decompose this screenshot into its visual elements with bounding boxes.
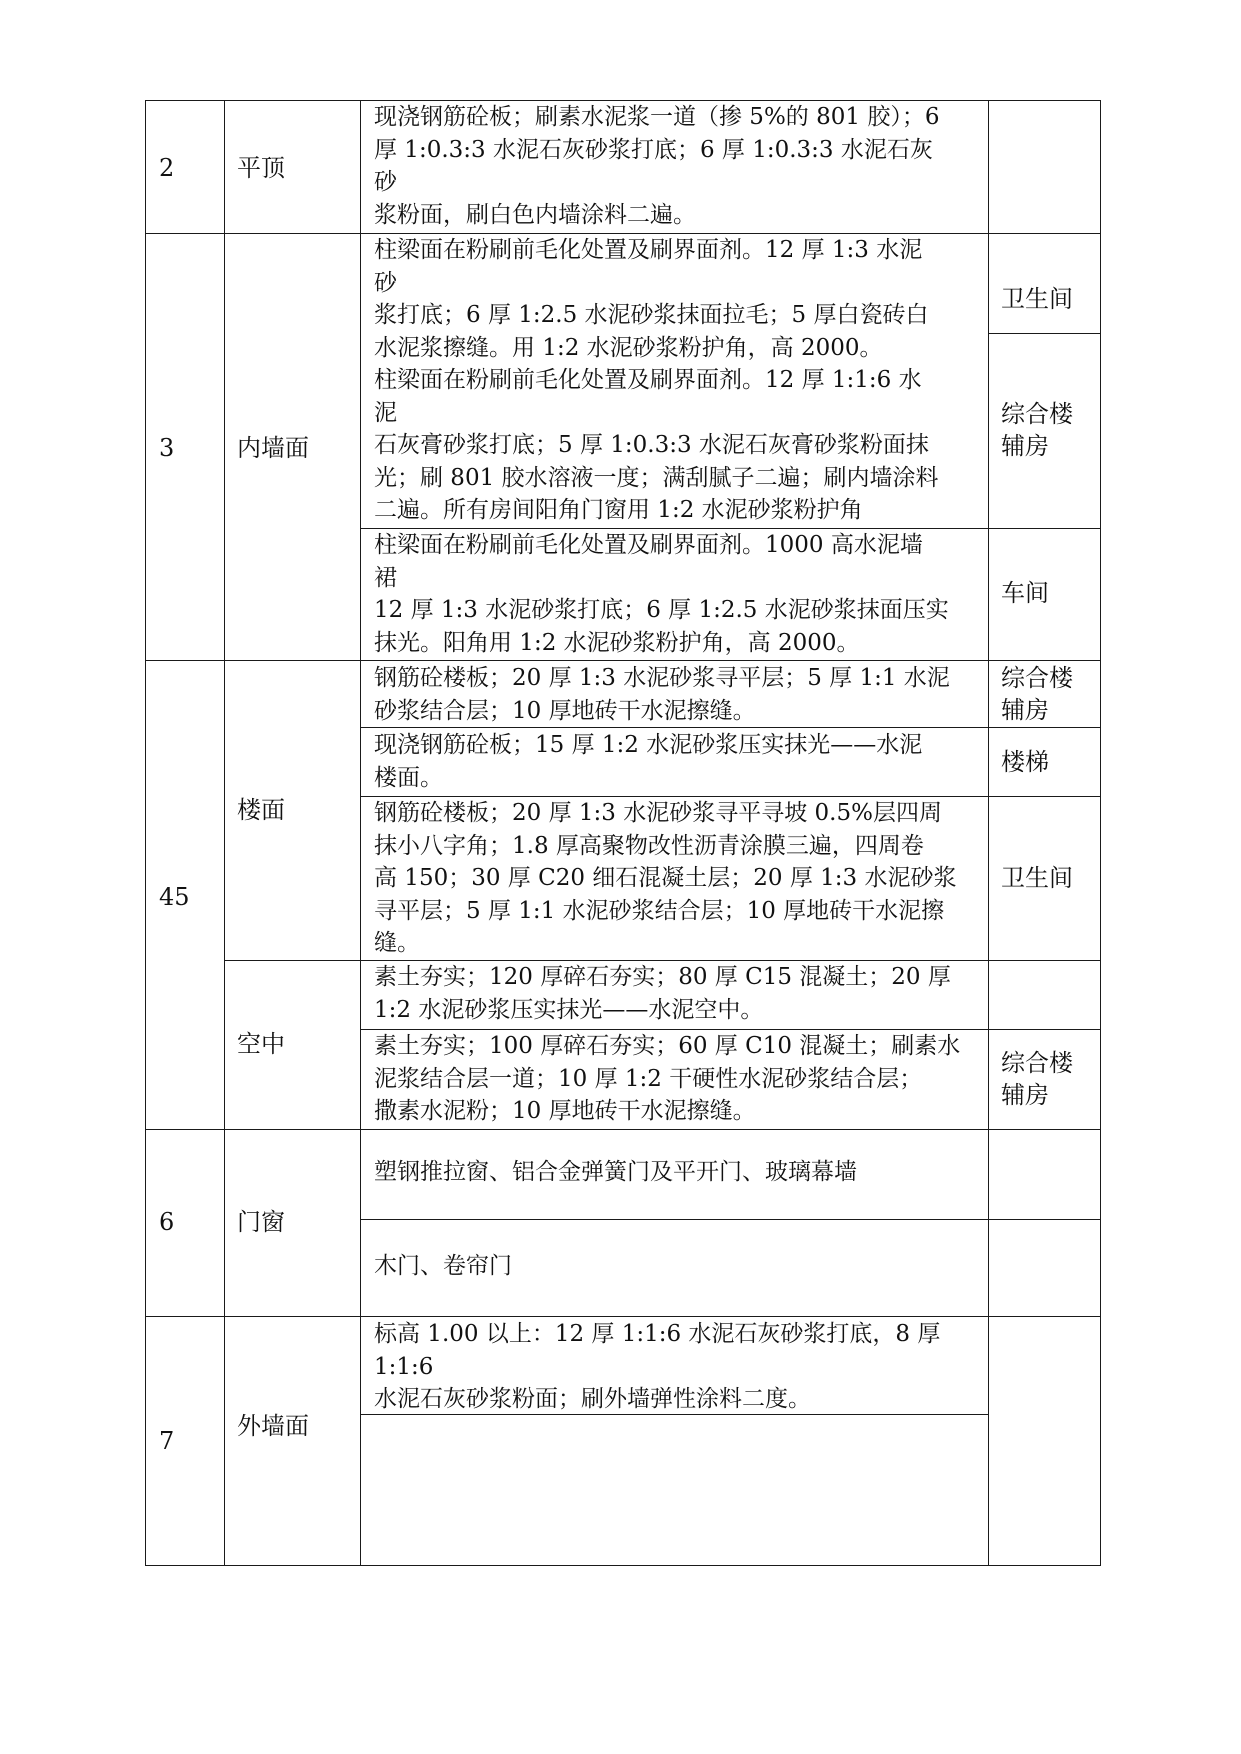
location-line: 综合楼	[1001, 400, 1073, 428]
row-number: 2	[159, 154, 175, 182]
description-line: 钢筋砼楼板；20 厚 1:3 水泥砂浆寻平层；5 厚 1:1 水泥	[374, 665, 950, 691]
table-border-left	[145, 100, 146, 1566]
row-description	[374, 364, 984, 527]
row-location	[1001, 746, 1049, 778]
row-location	[1001, 1047, 1073, 1111]
description-line: 泥	[374, 399, 397, 426]
description-line: 厚 1:0.3:3 水泥石灰砂浆打底；6 厚 1:0.3:3 水泥石灰	[374, 136, 933, 163]
description-line: 高 150；30 厚 C20 细石混凝土层；20 厚 1:3 水泥砂浆	[374, 865, 957, 891]
row-divider	[145, 1129, 1101, 1130]
description-line: 寻平层；5 厚 1:1 水泥砂浆结合层；10 厚地砖干水泥擦	[374, 897, 945, 924]
description-line: 撒素水泥粉；10 厚地砖干水泥擦缝。	[374, 1098, 756, 1124]
location-line: 辅房	[1001, 696, 1049, 724]
description-line: 泥浆结合层一道；10 厚 1:2 干硬性水泥砂浆结合层；	[374, 1065, 923, 1092]
description-line: 缝。	[374, 930, 420, 956]
location-line: 综合楼	[1001, 664, 1073, 692]
location-line: 卫生间	[1001, 864, 1073, 892]
description-line: 素土夯实；120 厚碎石夯实；80 厚 C15 混凝土；20 厚	[374, 964, 951, 990]
row-description	[374, 729, 984, 794]
description-line: 1:1:6	[374, 1353, 434, 1380]
row-location	[1001, 398, 1073, 462]
row-number: 7	[159, 1427, 175, 1455]
row-divider	[145, 660, 1101, 661]
description-line: 素土夯实；100 厚碎石夯实；60 厚 C10 混凝土；刷素水	[374, 1033, 961, 1059]
description-line: 钢筋砼楼板；20 厚 1:3 水泥砂浆寻平寻坡 0.5%层四周	[374, 800, 942, 826]
row-name: 空中	[237, 1030, 285, 1058]
description-line: 楼面。	[374, 764, 443, 791]
subrow-divider	[360, 1219, 1101, 1220]
row-description	[374, 529, 984, 659]
description-line: 1:2 水泥砂浆压实抹光——水泥空中。	[374, 996, 764, 1023]
subrow-divider	[360, 727, 1101, 728]
description-line: 柱梁面在粉刷前毛化处置及刷界面剂。12 厚 1:3 水泥	[374, 237, 923, 263]
row-description	[374, 1030, 984, 1128]
description-line: 塑钢推拉窗、铝合金弹簧门及平开门、玻璃幕墙	[374, 1159, 857, 1185]
description-line: 现浇钢筋砼板；15 厚 1:2 水泥砂浆压实抹光——水泥	[374, 732, 923, 758]
row-divider	[145, 1316, 1101, 1317]
row-location	[1001, 662, 1073, 726]
description-line: 二遍。所有房间阳角门窗用 1:2 水泥砂浆粉护角	[374, 497, 863, 523]
description-line: 浆打底；6 厚 1:2.5 水泥砂浆抹面拉毛；5 厚白瓷砖白	[374, 302, 929, 328]
row-location	[1001, 862, 1073, 894]
description-line: 柱梁面在粉刷前毛化处置及刷界面剂。1000 高水泥墙	[374, 532, 923, 558]
description-line: 12 厚 1:3 水泥砂浆打底；6 厚 1:2.5 水泥砂浆抹面压实	[374, 597, 949, 623]
column-divider-number	[224, 100, 225, 1566]
row-description	[374, 662, 984, 727]
location-line: 辅房	[1001, 1081, 1049, 1109]
table-border-bottom	[145, 1565, 1101, 1566]
description-line: 石灰膏砂浆打底；5 厚 1:0.3:3 水泥石灰膏砂浆粉面抹	[374, 432, 929, 458]
row-name: 外墙面	[237, 1412, 309, 1440]
description-line: 砂	[374, 169, 397, 195]
description-line: 抹光。阳角用 1:2 水泥砂浆粉护角，高 2000。	[374, 629, 860, 656]
description-line: 抹小八字角；1.8 厚高聚物改性沥青涂膜三遍，四周卷	[374, 832, 924, 859]
description-line: 木门、卷帘门	[374, 1253, 512, 1279]
location-line: 楼梯	[1001, 748, 1049, 776]
row-description	[374, 1250, 984, 1283]
row-number: 45	[159, 883, 190, 911]
description-line: 水泥石灰砂浆粉面；刷外墙弹性涂料二度。	[374, 1386, 811, 1412]
row-name: 门窗	[237, 1208, 285, 1236]
row-description	[374, 1318, 984, 1416]
row-number: 3	[159, 434, 175, 462]
location-line: 卫生间	[1001, 285, 1073, 313]
description-line: 砂	[374, 269, 397, 296]
description-line: 柱梁面在粉刷前毛化处置及刷界面剂。12 厚 1:1:6 水	[374, 367, 922, 393]
row-location	[1001, 283, 1073, 315]
row-description	[374, 101, 984, 231]
table-border-right	[1100, 100, 1101, 1566]
description-line: 标高 1.00 以上：12 厚 1:1:6 水泥石灰砂浆打底，8 厚	[374, 1321, 941, 1347]
description-line: 裙	[374, 564, 397, 591]
column-divider-name	[360, 100, 361, 1566]
description-line: 光；刷 801 胶水溶液一度；满刮腻子二遍；刷内墙涂料	[374, 464, 939, 491]
row-name: 平顶	[237, 154, 285, 182]
row-description	[374, 797, 984, 960]
row-description	[374, 961, 984, 1026]
subrow-divider	[988, 333, 1101, 334]
description-line: 砂浆结合层；10 厚地砖干水泥擦缝。	[374, 697, 756, 724]
row-number: 6	[159, 1208, 175, 1236]
description-line: 现浇钢筋砼板；刷素水泥浆一道（掺 5%的 801 胶）；6	[374, 104, 940, 130]
description-line: 水泥浆擦缝。用 1:2 水泥砂浆粉护角，高 2000。	[374, 334, 883, 361]
location-line: 车间	[1001, 579, 1049, 607]
row-location	[1001, 577, 1049, 609]
row-name: 内墙面	[237, 434, 309, 462]
column-divider-description	[988, 100, 989, 1566]
row-name: 楼面	[237, 796, 285, 824]
row-description	[374, 234, 984, 364]
row-description	[374, 1156, 984, 1189]
location-line: 综合楼	[1001, 1049, 1073, 1077]
location-line: 辅房	[1001, 432, 1049, 460]
description-line: 浆粉面，刷白色内墙涂料二遍。	[374, 201, 696, 228]
